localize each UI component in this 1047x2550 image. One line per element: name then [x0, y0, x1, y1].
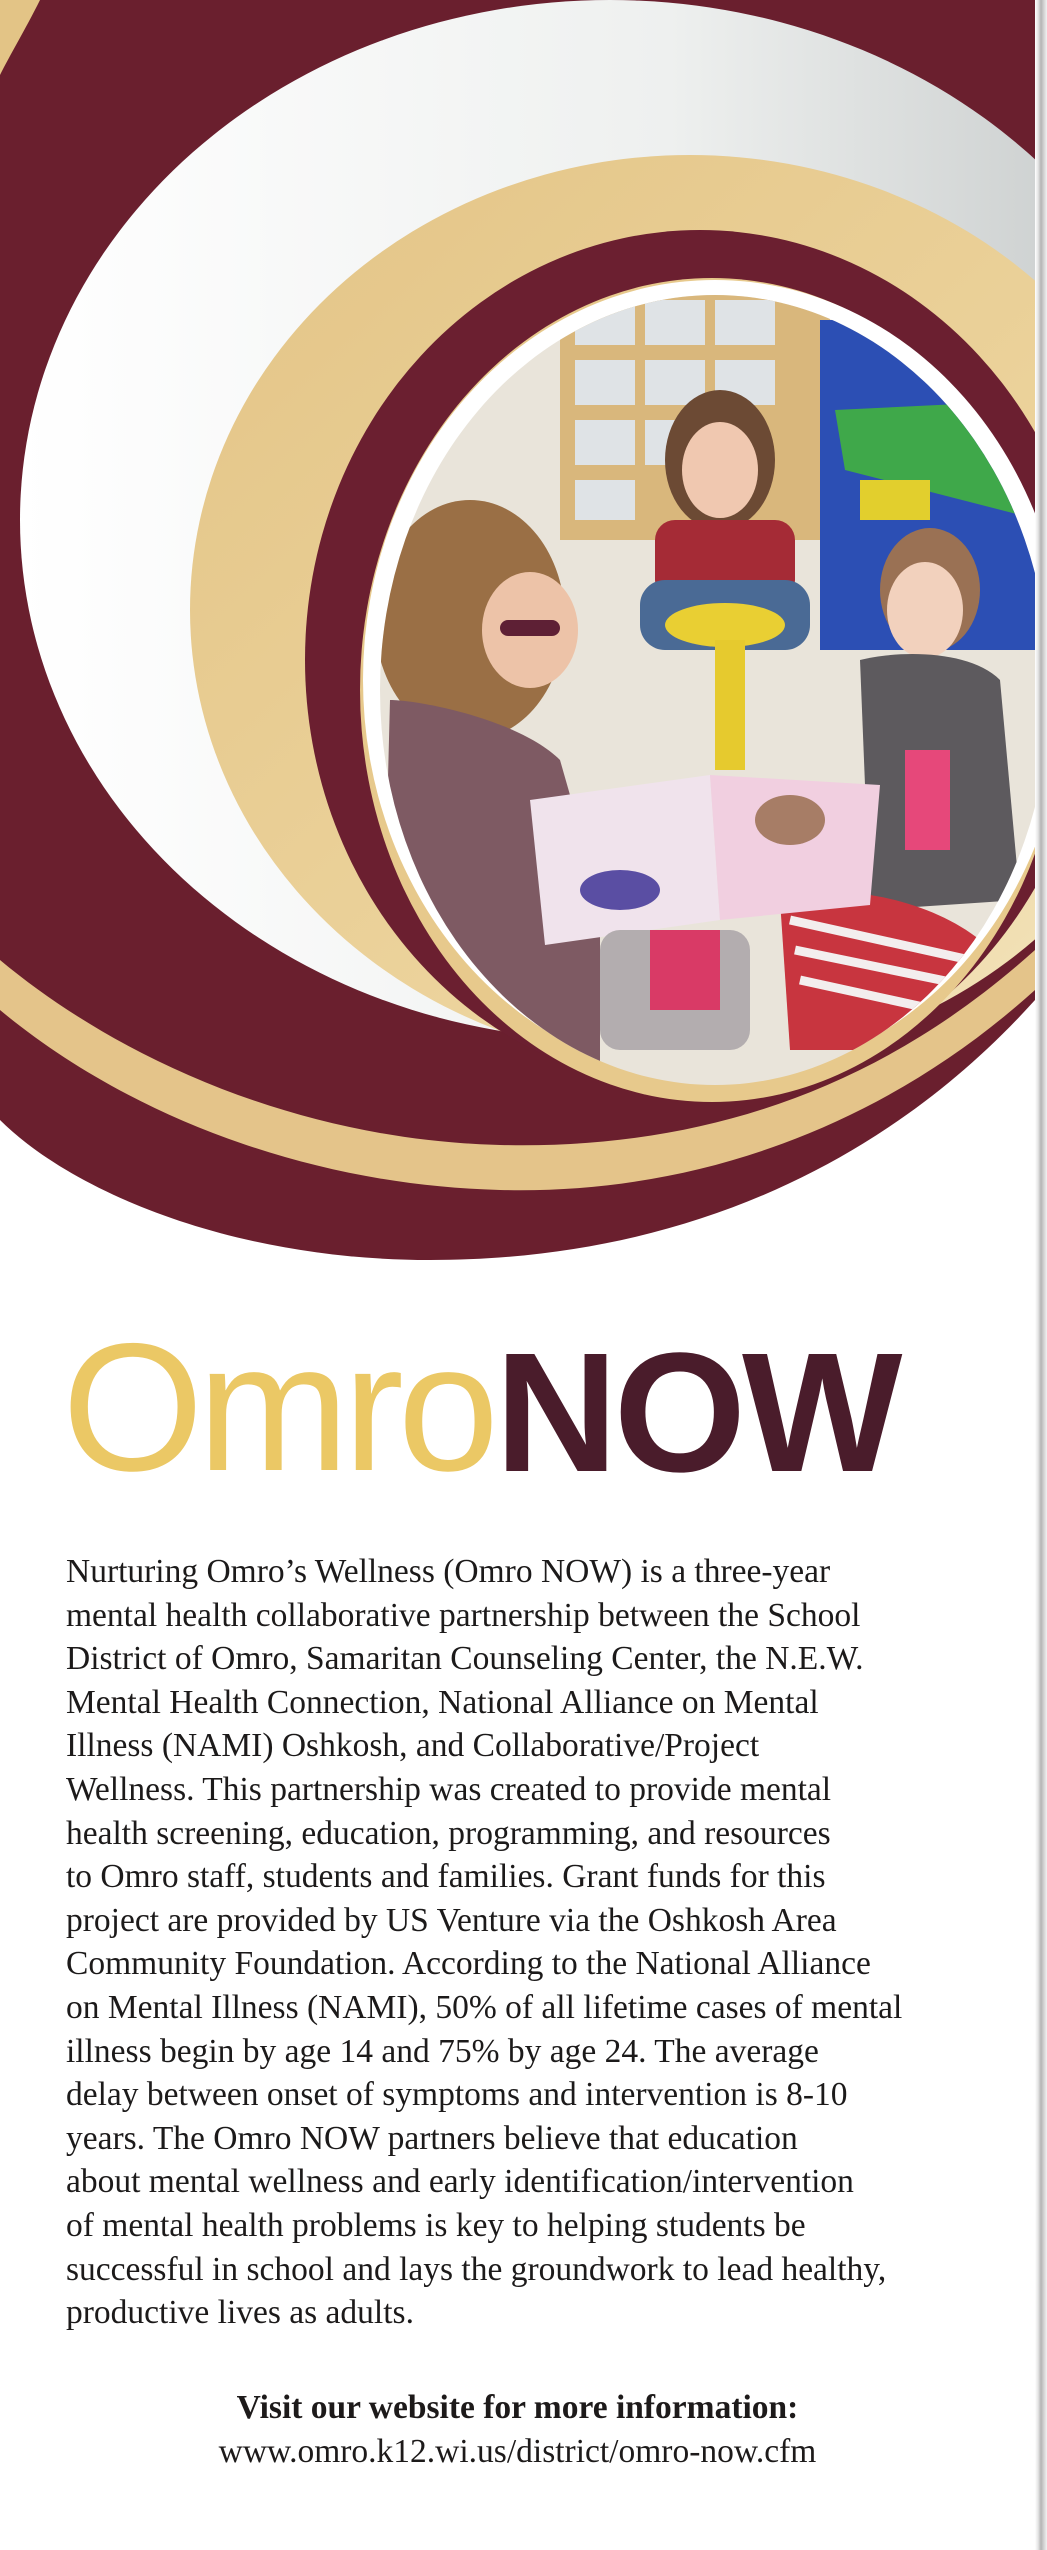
description-line: about mental wellness and early identification/intervention: [66, 2163, 854, 2201]
logo-omro-text: Omro: [62, 1305, 493, 1509]
description-line: mental health collaborative partnership between the School: [66, 1596, 861, 1634]
description-line: Nurturing Omro’s Wellness (Omro NOW) is a three-year: [66, 1553, 831, 1590]
hero-swirl-graphic: [0, 0, 1035, 1280]
description-line: delay between onset of symptoms and intervention is 8-10: [66, 2076, 848, 2114]
description-line: years. The Omro NOW partners believe that education: [66, 2119, 798, 2157]
swirl-rings: [0, 0, 1035, 1280]
description-line: to Omro staff, students and families. Grant funds for this: [66, 1858, 826, 1896]
description-line: Mental Health Connection, National Alliance on Mental: [66, 1683, 819, 1721]
description-line: successful in school and lays the groundwork to lead healthy,: [66, 2250, 887, 2288]
logo-now-text: NOW: [495, 1318, 899, 1508]
program-description: [66, 1550, 1001, 2335]
description-line: project are provided by US Venture via the Oshkosh Area: [66, 1901, 837, 1939]
scan-edge-shadow: [1035, 0, 1047, 2550]
description-line: Community Foundation. According to the National Alliance: [66, 1945, 871, 1983]
description-line: illness begin by age 14 and 75% by age 24. The average: [66, 2032, 819, 2070]
description-line: Illness (NAMI) Oshkosh, and Collaborative/Project: [66, 1727, 760, 1765]
description-line: productive lives as adults.: [66, 2294, 414, 2332]
description-line: District of Omro, Samaritan Counseling Center, the N.E.W.: [66, 1640, 864, 1678]
description-line: on Mental Illness (NAMI), 50% of all lifetime cases of mental: [66, 1988, 903, 2026]
website-url[interactable]: www.omro.k12.wi.us/district/omro-now.cfm: [218, 2433, 817, 2470]
website-callout: [0, 2386, 1035, 2474]
website-cta-text: Visit our website for more information:: [236, 2389, 799, 2426]
description-line: health screening, education, programming, and resources: [66, 1814, 831, 1852]
description-line: of mental health problems is key to helping students be: [66, 2206, 806, 2244]
description-line: Wellness. This partnership was created to provide mental: [66, 1770, 832, 1808]
omro-now-logo: [62, 1305, 899, 1509]
